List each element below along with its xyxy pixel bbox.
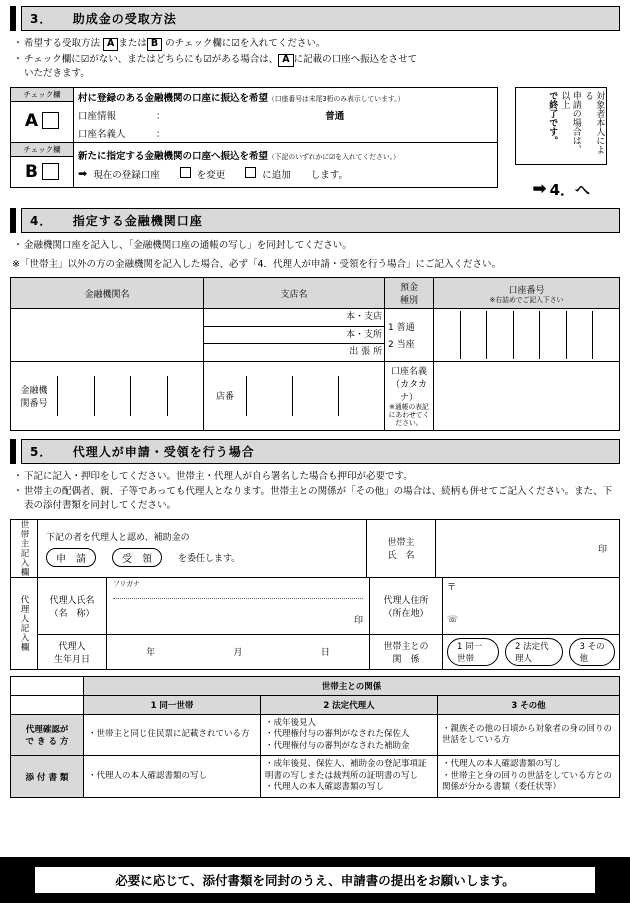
reference-item: ・代理人の本人確認書類の写し — [265, 782, 385, 793]
bullet — [12, 470, 620, 484]
proxy-form-table — [10, 519, 620, 578]
relationship-options — [443, 634, 620, 669]
applicant-note-box — [515, 87, 607, 165]
reference-row-label-1: 代理確認が で き る 方 — [11, 714, 84, 755]
section-4-number: 4． — [30, 213, 53, 228]
section-5-number: 5． — [30, 444, 53, 459]
reference-item: ・成年後見、保佐人、補助金の登記事項証明書の写しまたは裁判所の証明書の写し — [265, 759, 427, 781]
seal-mark: 印 — [597, 544, 607, 555]
applicant-note-col3: で終了です。 — [547, 90, 558, 145]
bullet-dot: ・ — [13, 239, 23, 251]
option-b-title-note: （下記のいずれかに☑を入れてください。） — [268, 152, 400, 161]
bullet — [12, 53, 620, 81]
current-account-label: 現在の登録口座 — [93, 169, 160, 181]
proxy-section-label: 代理人記入欄 — [11, 577, 38, 669]
applicant-note-col2: 申請の場合は、以上 — [559, 90, 581, 154]
owner-section-label: 世帯主記入欄 — [11, 519, 38, 577]
reference-item: ・世帯主と同じ住民票に記載されている方 — [88, 729, 250, 740]
relationship-opt-1[interactable]: 1 同一世帯 — [447, 638, 499, 666]
col-bank-name: 金融機関名 — [11, 278, 204, 309]
label-proxy-address: 代理人住所 （所在地） — [370, 577, 443, 634]
section-4-heading — [10, 208, 620, 233]
account-info-label: 口座情報 — [78, 110, 117, 122]
deposit-type-1: 1 普通 — [388, 323, 415, 334]
receive-method-a-table — [10, 87, 498, 143]
section-5-title-text: 代理人が申請・受領を行う場合 — [72, 444, 255, 459]
proxy-detail-table — [10, 577, 620, 670]
bullet-text: 金融機関口座を記入し、「金融機関口座の通帳の写し」を同封してください。 — [24, 239, 352, 251]
label-proxy-birth: 代理人 生年月日 — [38, 634, 107, 669]
delegation-statement — [38, 519, 367, 577]
relationship-opt-2[interactable]: 2 法定代理人 — [505, 638, 563, 666]
reference-cell — [261, 714, 438, 755]
reference-cell — [84, 756, 261, 797]
reference-cell — [438, 714, 620, 755]
section-3-side — [502, 87, 620, 200]
day-label: 日 — [320, 648, 330, 659]
seal-mark: 印 — [353, 616, 363, 627]
branch-opt-1: 本・支店 — [345, 312, 382, 323]
label-account-holder-kana: 口座名義 （カタカナ） ※通帳の表記にあわせてください。 — [385, 362, 434, 430]
checkbox-option-b[interactable] — [42, 163, 59, 180]
colon: ： — [156, 128, 166, 140]
section-3-heading — [10, 6, 620, 31]
section-3-title-text: 助成金の受取方法 — [72, 12, 177, 26]
bullet-dot: ・ — [13, 470, 23, 482]
bullet — [12, 239, 620, 253]
deposit-type-2: 2 当座 — [388, 340, 415, 351]
footer-text: 必要に応じて、添付書類を同封のうえ、申請書の提出をお願いします。 — [35, 867, 595, 893]
bullet-line2: いただきます。 — [24, 67, 90, 79]
section-3-title — [21, 6, 620, 31]
input-account-number[interactable] — [434, 309, 620, 362]
goto-section-4 — [532, 179, 590, 200]
option-b-letter: B — [25, 161, 38, 182]
deposit-type-options[interactable] — [385, 309, 434, 362]
option-a-title-note: （口座番号は末尾3桁のみ表示しています。） — [268, 94, 405, 103]
section-5-title — [21, 439, 620, 464]
col-account-number: 口座番号 ※右詰めでご記入下さい — [434, 278, 620, 309]
label-branch-number: 店番 — [204, 376, 247, 416]
section-5-heading — [10, 439, 620, 464]
input-proxy-birth[interactable] — [107, 634, 370, 669]
reference-item: ・成年後見人 — [265, 717, 317, 728]
reference-title: 世帯主との関係 — [84, 676, 620, 695]
check-column-header-a: チェック欄 — [11, 88, 73, 102]
bullet-text — [24, 53, 620, 81]
heading-bar — [10, 6, 16, 31]
furigana-line — [113, 588, 363, 599]
bullet-text — [24, 37, 620, 51]
change-label: を変更 — [196, 169, 226, 181]
section-4-bullets — [12, 239, 620, 253]
tel-icon: ☏ — [447, 614, 459, 625]
branch-opt-3: 出 張 所 — [349, 347, 382, 358]
bullet-text-mid: または — [118, 38, 147, 49]
bullet-dot: ・ — [13, 38, 23, 49]
reference-cell — [438, 756, 620, 797]
input-account-holder-kana[interactable] — [434, 362, 620, 430]
reference-item: ・世帯主と身の回りの世話をしている方との関係が分かる書類（委任状等） — [442, 770, 613, 793]
bullet-text-post: のチェック欄に☑を入れてください。 — [162, 38, 326, 49]
account-holder-label: 口座名義人 — [78, 128, 126, 140]
bullet-text: 世帯主の配偶者、親、子等であっても代理人となります。世帯主との関係が「その他」の場合は、続柄も併せてご記入ください。また、下表の添付書類を同封してください。 — [24, 486, 613, 512]
checkbox-change[interactable] — [180, 167, 191, 180]
colon: ： — [156, 110, 166, 122]
reference-cell — [261, 756, 438, 797]
reference-col-2: 2 法定代理人 — [261, 695, 438, 714]
option-a-letter: A — [24, 110, 39, 131]
bank-account-table — [10, 277, 620, 430]
col-deposit-type: 預金 種別 — [385, 278, 434, 309]
reference-item: ・親族その他の日頃から対象者の身の回りの世話をしている方 — [442, 723, 613, 746]
goto-section-4-label: 4．へ — [549, 180, 591, 199]
reference-item: ・代理権付与の審判がなされた保佐人 — [265, 729, 410, 740]
year-label: 年 — [146, 648, 156, 659]
option-apply[interactable]: 申 請 — [46, 548, 96, 567]
reference-item: ・代理人の本人確認書類の写し — [442, 759, 562, 770]
label-owner-name: 世帯主 氏 名 — [367, 519, 436, 577]
check-column-header-b: チェック欄 — [11, 143, 73, 157]
relationship-opt-3[interactable]: 3 その他 — [569, 638, 615, 666]
section-4-note: ※「世帯主」以外の方の金融機関を記入した場合、必ず「4．代理人が申請・受領を行う場合」にご記入ください。 — [12, 259, 502, 271]
suffix-label: します。 — [310, 169, 349, 181]
furigana-label: フリガナ — [113, 579, 140, 588]
input-proxy-name[interactable] — [107, 577, 370, 634]
input-bank-number[interactable] — [58, 376, 203, 416]
bullet-text: 下記に記入・押印をしてください。世帯主・代理人が自ら署名した場合も押印が必要です。 — [24, 470, 413, 482]
input-branch-number[interactable] — [247, 376, 384, 416]
checkbox-option-a[interactable] — [42, 112, 59, 129]
receive-method-b-table — [10, 142, 498, 188]
postal-icon: 〒 — [447, 582, 457, 593]
section-3-tables — [10, 87, 498, 188]
month-label: 月 — [233, 648, 243, 659]
section-3-bullets — [12, 37, 620, 81]
branch-opt-2: 本・支所 — [345, 329, 382, 340]
reference-col-3: 3 その他 — [438, 695, 620, 714]
option-receive[interactable]: 受 領 — [112, 548, 162, 567]
bullet-line1-post: に記載の口座へ振込をさせて — [293, 53, 418, 65]
section-4-title — [21, 208, 620, 233]
input-proxy-address[interactable] — [443, 577, 620, 634]
section-3-number: 3． — [30, 12, 53, 26]
reference-col-1: 1 同一世帯 — [84, 695, 261, 714]
add-label: に追加 — [262, 169, 291, 181]
reference-row-label-2: 添 付 書 類 — [11, 756, 84, 797]
section-4-title-text: 指定する金融機関口座 — [72, 213, 203, 228]
applicant-note-col1: 対象者本人による — [582, 90, 605, 154]
bullet-dot: ・ — [13, 53, 23, 65]
bullet-text-pre: 希望する受取方法 — [24, 38, 104, 49]
reference-cell — [84, 714, 261, 755]
input-branch-3[interactable] — [204, 344, 385, 362]
option-a-label: A — [103, 38, 118, 51]
reference-item: ・代理権付与の審判がなされた補助金 — [265, 740, 410, 751]
bullet — [12, 37, 620, 51]
option-b-label: B — [147, 38, 162, 51]
checkbox-add[interactable] — [245, 167, 256, 180]
input-owner-name[interactable] — [436, 519, 620, 577]
section-5-bullets — [12, 470, 620, 513]
bullet-dot: ・ — [13, 486, 23, 498]
label-bank-number: 金融機 関番号 — [11, 376, 58, 416]
reference-item: ・代理人の本人確認書類の写し — [88, 770, 208, 781]
delegation-line-2: を委任します。 — [178, 553, 241, 564]
right-arrow-icon: ➡ — [532, 179, 547, 200]
label-relationship: 世帯主との 関 係 — [370, 634, 443, 669]
heading-bar — [10, 439, 16, 464]
option-a-label: A — [278, 54, 293, 67]
bullet-line1-pre: チェック欄に☑がない、またはどちらにも☑がある場合は、 — [24, 53, 279, 65]
input-branch-2[interactable] — [204, 326, 385, 344]
relationship-reference-table — [10, 676, 620, 798]
delegation-line-1: 下記の者を代理人と認め、補助金の — [46, 532, 190, 543]
footer-banner — [0, 857, 630, 903]
input-branch-1[interactable] — [204, 309, 385, 327]
arrow-icon: ➡ — [78, 167, 88, 181]
option-a-title: 村に登録のある金融機関の口座に振込を希望 — [78, 92, 269, 104]
option-b-title: 新たに指定する金融機関の口座へ振込を希望 — [78, 150, 269, 162]
col-branch-name: 支店名 — [204, 278, 385, 309]
account-info-value: 普通 — [325, 110, 345, 122]
bullet — [12, 485, 620, 513]
input-bank-name[interactable] — [11, 309, 204, 362]
heading-bar — [10, 208, 16, 233]
label-proxy-name: 代理人氏名 （名 称） — [38, 577, 107, 634]
